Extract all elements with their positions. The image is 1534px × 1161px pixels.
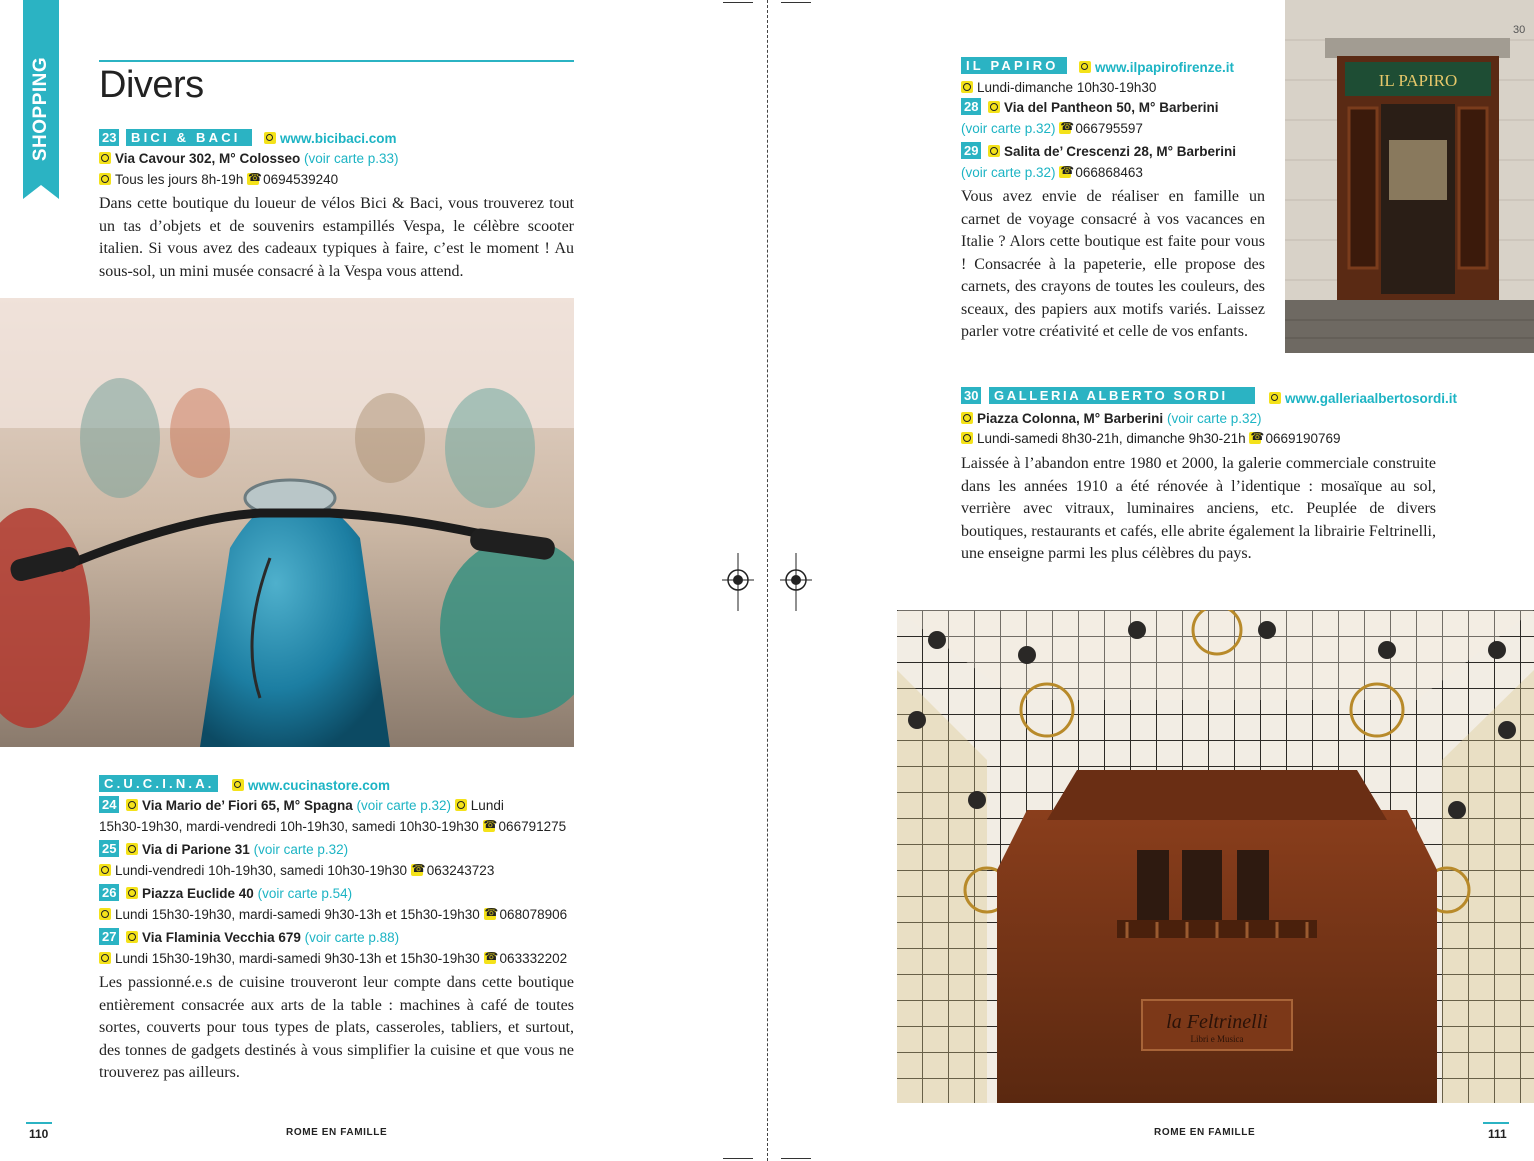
- cucina-25-phone: 063243723: [426, 863, 495, 878]
- bici-map-link[interactable]: (voir carte p.33): [303, 151, 399, 166]
- papiro-hours-line: [961, 79, 1156, 96]
- cucina-24-map-link[interactable]: (voir carte p.32): [356, 798, 452, 813]
- crop-mark-bottom-right: [781, 1158, 811, 1159]
- feltrinelli-sign-text: la Feltrinelli: [1166, 1011, 1268, 1033]
- cucina-24-hours-b: 15h30-19h30, mardi-vendredi 10h-19h30, samedi 10h30-19h30: [99, 819, 479, 834]
- entry-number-29: 29: [961, 142, 981, 159]
- galleria-url-link[interactable]: www.galleriaalbertosordi.it: [1285, 391, 1458, 406]
- location-icon: [988, 145, 1000, 157]
- galleria-skylight-photo: [897, 610, 1534, 1103]
- page-number-rule-right: [1483, 1122, 1509, 1124]
- registration-mark-left-icon: [722, 553, 754, 616]
- cucina-url-link[interactable]: www.cucinastore.com: [248, 778, 391, 793]
- footer-left: ROME EN FAMILLE: [286, 1127, 388, 1138]
- footer-right: ROME EN FAMILLE: [1154, 1127, 1256, 1138]
- shopping-side-tab: [23, 0, 59, 199]
- section-title-rule: [99, 60, 574, 62]
- papiro-29-map-link[interactable]: (voir carte p.32): [961, 165, 1056, 180]
- location-icon: [126, 931, 138, 943]
- crop-mark-top-left: [723, 2, 753, 3]
- location-icon: [126, 843, 138, 855]
- cucina-27-line: [126, 929, 399, 946]
- bici-url-line: [264, 130, 397, 147]
- galleria-phone: 0669190769: [1265, 431, 1341, 446]
- galleria-hours: Lundi-samedi 8h30-21h, dimanche 9h30-21h: [977, 431, 1246, 446]
- entry-number-26: 26: [99, 884, 119, 901]
- cucina-25-address: Via di Parione 31: [142, 842, 250, 857]
- cucina-25-line: [126, 841, 348, 858]
- bici-address: Via Cavour 302, M° Colosseo: [115, 151, 301, 166]
- cucina-26-phone: 068078906: [499, 907, 568, 922]
- location-icon: [961, 412, 973, 424]
- cucina-27-address: Via Flaminia Vecchia 679: [142, 930, 301, 945]
- entry-name-cucina: C.U.C.I.N.A.: [99, 775, 218, 792]
- phone-icon: [484, 908, 496, 920]
- clock-icon: [99, 173, 111, 185]
- cucina-24-line: [126, 797, 504, 814]
- entry-name-il-papiro: IL PAPIRO: [961, 57, 1067, 74]
- svg-text:30: 30: [1513, 24, 1526, 36]
- entry-number-23: 23: [99, 129, 119, 146]
- papiro-28-line: [988, 99, 1218, 116]
- entry-number-25: 25: [99, 840, 119, 857]
- papiro-28-phone: 066795597: [1075, 121, 1143, 136]
- bici-hours: Tous les jours 8h-19h: [115, 172, 244, 187]
- crop-mark-top-right: [781, 2, 811, 3]
- papiro-28-address: Via del Pantheon 50, M° Barberini: [1004, 100, 1219, 115]
- papiro-url-link[interactable]: www.ilpapirofirenze.it: [1095, 60, 1235, 75]
- papiro-29-map-line: [961, 164, 1143, 181]
- clock-icon: [961, 432, 973, 444]
- location-icon: [988, 101, 1000, 113]
- cucina-24-hours-line: [99, 818, 566, 835]
- papiro-28-map-link[interactable]: (voir carte p.32): [961, 121, 1056, 136]
- search-icon: [1269, 392, 1281, 404]
- bici-phone: 0694539240: [263, 172, 339, 187]
- cucina-26-hours-line: [99, 906, 567, 923]
- clock-icon: [99, 864, 111, 876]
- cucina-27-map-link[interactable]: (voir carte p.88): [304, 930, 400, 945]
- cucina-26-address: Piazza Euclide 40: [142, 886, 254, 901]
- spine-dashed-line: [767, 0, 768, 1161]
- cucina-25-hours-line: [99, 862, 494, 879]
- cucina-description: Les passionné.e.s de cuisine trouveront leur compte dans cette boutique entièrement consacrée aux arts de la table : machines à café de toutes sortes, couverts pour tous types de plats, casseroles, tabliers, et surtout, des tonnes de gadgets destinés à vous simplifier la cuisine et que vous ne trouverez pas ailleurs.: [99, 974, 574, 1081]
- papiro-hours: Lundi-dimanche 10h30-19h30: [977, 80, 1157, 95]
- cucina-27-phone: 063332202: [499, 951, 568, 966]
- papiro-description: Vous avez envie de réaliser en famille un carnet de voyage consacré à vos vacances en Italie ? Alors cette boutique est faite pour vous ! Consacrée à la papeterie, elle propose des carnets, des crayons de toutes les couleurs, des sceaux, des papiers aux motifs variés. Laissez parler votre créativité et celle de vos enfants.: [961, 188, 1265, 340]
- section-title: Divers: [99, 64, 204, 106]
- search-icon: [232, 779, 244, 791]
- phone-icon: [1249, 432, 1261, 444]
- search-icon: [264, 132, 276, 144]
- entry-number-28: 28: [961, 98, 981, 115]
- page-number-right: 111: [1488, 1127, 1507, 1141]
- cucina-24-address: Via Mario de’ Fiori 65, M° Spagna: [142, 798, 353, 813]
- cucina-24-hours-a: Lundi: [470, 798, 504, 813]
- phone-icon: [1059, 122, 1071, 134]
- papiro-29-address: Salita de’ Crescenzi 28, M° Barberini: [1004, 144, 1236, 159]
- il-papiro-storefront-photo: [1285, 0, 1534, 353]
- clock-icon: [99, 952, 111, 964]
- vespa-photo: [0, 298, 574, 747]
- location-icon: [126, 799, 138, 811]
- cucina-26-line: [126, 885, 352, 902]
- crop-mark-bottom-left: [723, 1158, 753, 1159]
- cucina-26-map-link[interactable]: (voir carte p.54): [257, 886, 353, 901]
- papiro-28-map-line: [961, 120, 1143, 137]
- page-number-rule-left: [26, 1122, 52, 1124]
- galleria-address: Piazza Colonna, M° Barberini: [977, 411, 1164, 426]
- phone-icon: [483, 820, 495, 832]
- papiro-sign-text: IL PAPIRO: [1378, 71, 1458, 90]
- search-icon: [1079, 61, 1091, 73]
- papiro-29-line: [988, 143, 1236, 160]
- cucina-25-map-link[interactable]: (voir carte p.32): [253, 842, 349, 857]
- page-number-left: 110: [29, 1127, 49, 1141]
- entry-number-27: 27: [99, 928, 119, 945]
- bici-address-line: [99, 150, 399, 167]
- shopping-tab-label: SHOPPING: [30, 56, 51, 162]
- bici-description: Dans cette boutique du loueur de vélos Bici & Baci, vous trouverez tout un tas d’objets et de souvenirs estampillés Vespa, le célèbre scooter italien. Si vous avez des cadeaux typiques à faire, c’est le moment ! Au sous-sol, un mini musée consacré à la Vespa vous attend.: [99, 195, 574, 280]
- cucina-27-hours-line: [99, 950, 567, 967]
- location-icon: [99, 152, 111, 164]
- feltrinelli-sign-subtext: Libri e Musica: [1190, 1034, 1244, 1044]
- location-icon: [126, 887, 138, 899]
- phone-icon: [1059, 166, 1071, 178]
- phone-icon: [411, 864, 423, 876]
- phone-icon: [484, 952, 496, 964]
- clock-icon: [455, 799, 467, 811]
- bici-url-link[interactable]: www.bicibaci.com: [280, 131, 397, 146]
- entry-name-galleria: GALLERIA ALBERTO SORDI: [989, 387, 1255, 404]
- galleria-url-line: [1269, 390, 1457, 407]
- entry-number-30: 30: [961, 387, 981, 404]
- cucina-url-line: [232, 777, 390, 794]
- cucina-25-hours: Lundi-vendredi 10h-19h30, samedi 10h30-19h30: [115, 863, 407, 878]
- phone-icon: [247, 173, 259, 185]
- galleria-map-link[interactable]: (voir carte p.32): [1166, 411, 1262, 426]
- galleria-address-line: [961, 410, 1262, 427]
- galleria-description: Laissée à l’abandon entre 1980 et 2000, la galerie commerciale construite dans les années 1910 a été rénovée à l’identique : mosaïque au sol, verrière avec vitraux, luminaires anciens, etc. Peuplée de divers boutiques, restaurants et cafés, elle abrite également la librairie Feltrinelli, une enseigne parmi les plus célèbres du pays.: [961, 455, 1436, 562]
- papiro-29-phone: 066868463: [1075, 165, 1143, 180]
- cucina-27-hours: Lundi 15h30-19h30, mardi-samedi 9h30-13h et 15h30-19h30: [115, 951, 480, 966]
- cucina-24-phone: 066791275: [498, 819, 567, 834]
- cucina-26-hours: Lundi 15h30-19h30, mardi-samedi 9h30-13h et 15h30-19h30: [115, 907, 480, 922]
- galleria-hours-line: [961, 430, 1341, 447]
- entry-number-24: 24: [99, 796, 119, 813]
- bici-hours-line: [99, 171, 338, 188]
- registration-mark-right-icon: [780, 553, 812, 616]
- clock-icon: [99, 908, 111, 920]
- entry-name-bici-baci: BICI & BACI: [126, 129, 252, 146]
- clock-icon: [961, 81, 973, 93]
- papiro-url-line: [1079, 59, 1234, 76]
